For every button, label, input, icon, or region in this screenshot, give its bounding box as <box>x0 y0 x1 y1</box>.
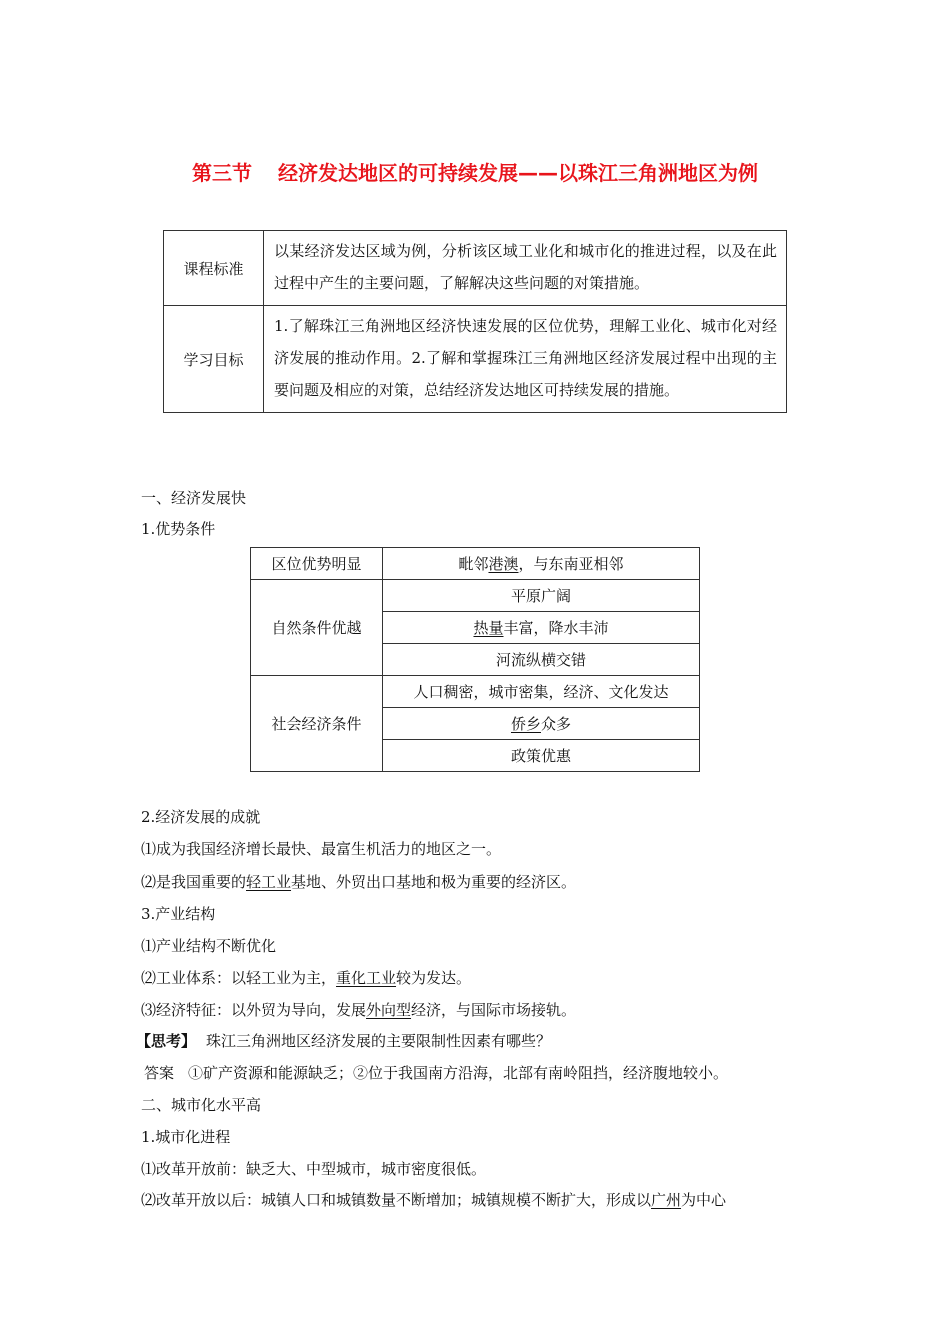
conditions-table <box>250 547 700 772</box>
category-location: 区位优势明显 <box>251 548 383 580</box>
keyword: 重化工业 <box>336 969 397 987</box>
table-cell: 热量丰富，降水丰沛 <box>383 612 700 644</box>
table-cell: 政策优惠 <box>383 740 700 772</box>
paragraph: ⑴改革开放前：缺乏大、中型城市，城市密度很低。 <box>141 1160 487 1178</box>
sub-advantages: 1.优势条件 <box>141 520 216 538</box>
table-row <box>251 548 700 580</box>
keyword: 轻工业 <box>246 873 292 891</box>
answer <box>144 1062 728 1083</box>
section-topic: 经济发达地区的可持续发展——以珠江三角洲地区为例 <box>278 161 758 185</box>
table-row <box>164 231 787 306</box>
paragraph: ⑵是我国重要的轻工业基地、外贸出口基地和极为重要的经济区。 <box>141 873 577 891</box>
table-cell: 平原广阔 <box>383 580 700 612</box>
section-number: 第三节 <box>192 161 252 185</box>
answer-tag: 答案 <box>144 1064 175 1082</box>
keyword: 广州 <box>651 1191 682 1209</box>
objectives-text: 1.了解珠江三角洲地区经济快速发展的区位优势，理解工业化、城市化对经济发展的推动作用。2.了解和掌握珠江三角洲地区经济发展过程中出现的主要问题及相应的对策，总结经济发达地区可持续发展的措施。 <box>264 306 787 413</box>
category-social: 社会经济条件 <box>251 676 383 772</box>
keyword: 港澳 <box>488 555 519 573</box>
keyword: 外向型 <box>366 1001 412 1019</box>
table-cell: 侨乡众多 <box>383 708 700 740</box>
think-tag: 【思考】 <box>136 1032 197 1050</box>
think-question <box>136 1030 551 1051</box>
table-row <box>251 676 700 708</box>
heading-urbanization: 二、城市化水平高 <box>141 1096 262 1114</box>
paragraph: ⑵改革开放以后：城镇人口和城镇数量不断增加；城镇规模不断扩大，形成以广州为中心 <box>141 1191 727 1209</box>
table-row <box>164 306 787 413</box>
think-text: 珠江三角洲地区经济发展的主要限制性因素有哪些？ <box>206 1032 552 1050</box>
table-cell: 人口稠密，城市密集，经济、文化发达 <box>383 676 700 708</box>
sub-urbanization-process: 1.城市化进程 <box>141 1128 231 1146</box>
paragraph: ⑶经济特征：以外贸为导向，发展外向型经济，与国际市场接轨。 <box>141 1001 577 1019</box>
standards-text: 以某经济发达区域为例，分析该区域工业化和城市化的推进过程，以及在此过程中产生的主要问题，了解解决这些问题的对策措施。 <box>264 231 787 306</box>
paragraph: ⑴成为我国经济增长最快、最富生机活力的地区之一。 <box>141 840 502 858</box>
heading-economy: 一、经济发展快 <box>141 489 247 507</box>
page-title <box>0 157 950 186</box>
sub-industry: 3.产业结构 <box>141 905 216 923</box>
standards-label: 课程标准 <box>164 231 264 306</box>
answer-text: ①矿产资源和能源缺乏；②位于我国南方沿海，北部有南岭阻挡，经济腹地较小。 <box>188 1064 729 1082</box>
keyword: 热量 <box>473 619 504 637</box>
paragraph: ⑴产业结构不断优化 <box>141 937 277 955</box>
category-natural: 自然条件优越 <box>251 580 383 676</box>
standards-table <box>163 230 787 413</box>
sub-achievements: 2.经济发展的成就 <box>141 808 261 826</box>
table-row <box>251 580 700 612</box>
paragraph: ⑵工业体系：以轻工业为主，重化工业较为发达。 <box>141 969 472 987</box>
table-cell: 毗邻港澳，与东南亚相邻 <box>383 548 700 580</box>
objectives-label: 学习目标 <box>164 306 264 413</box>
keyword: 侨乡 <box>510 715 541 733</box>
table-cell: 河流纵横交错 <box>383 644 700 676</box>
